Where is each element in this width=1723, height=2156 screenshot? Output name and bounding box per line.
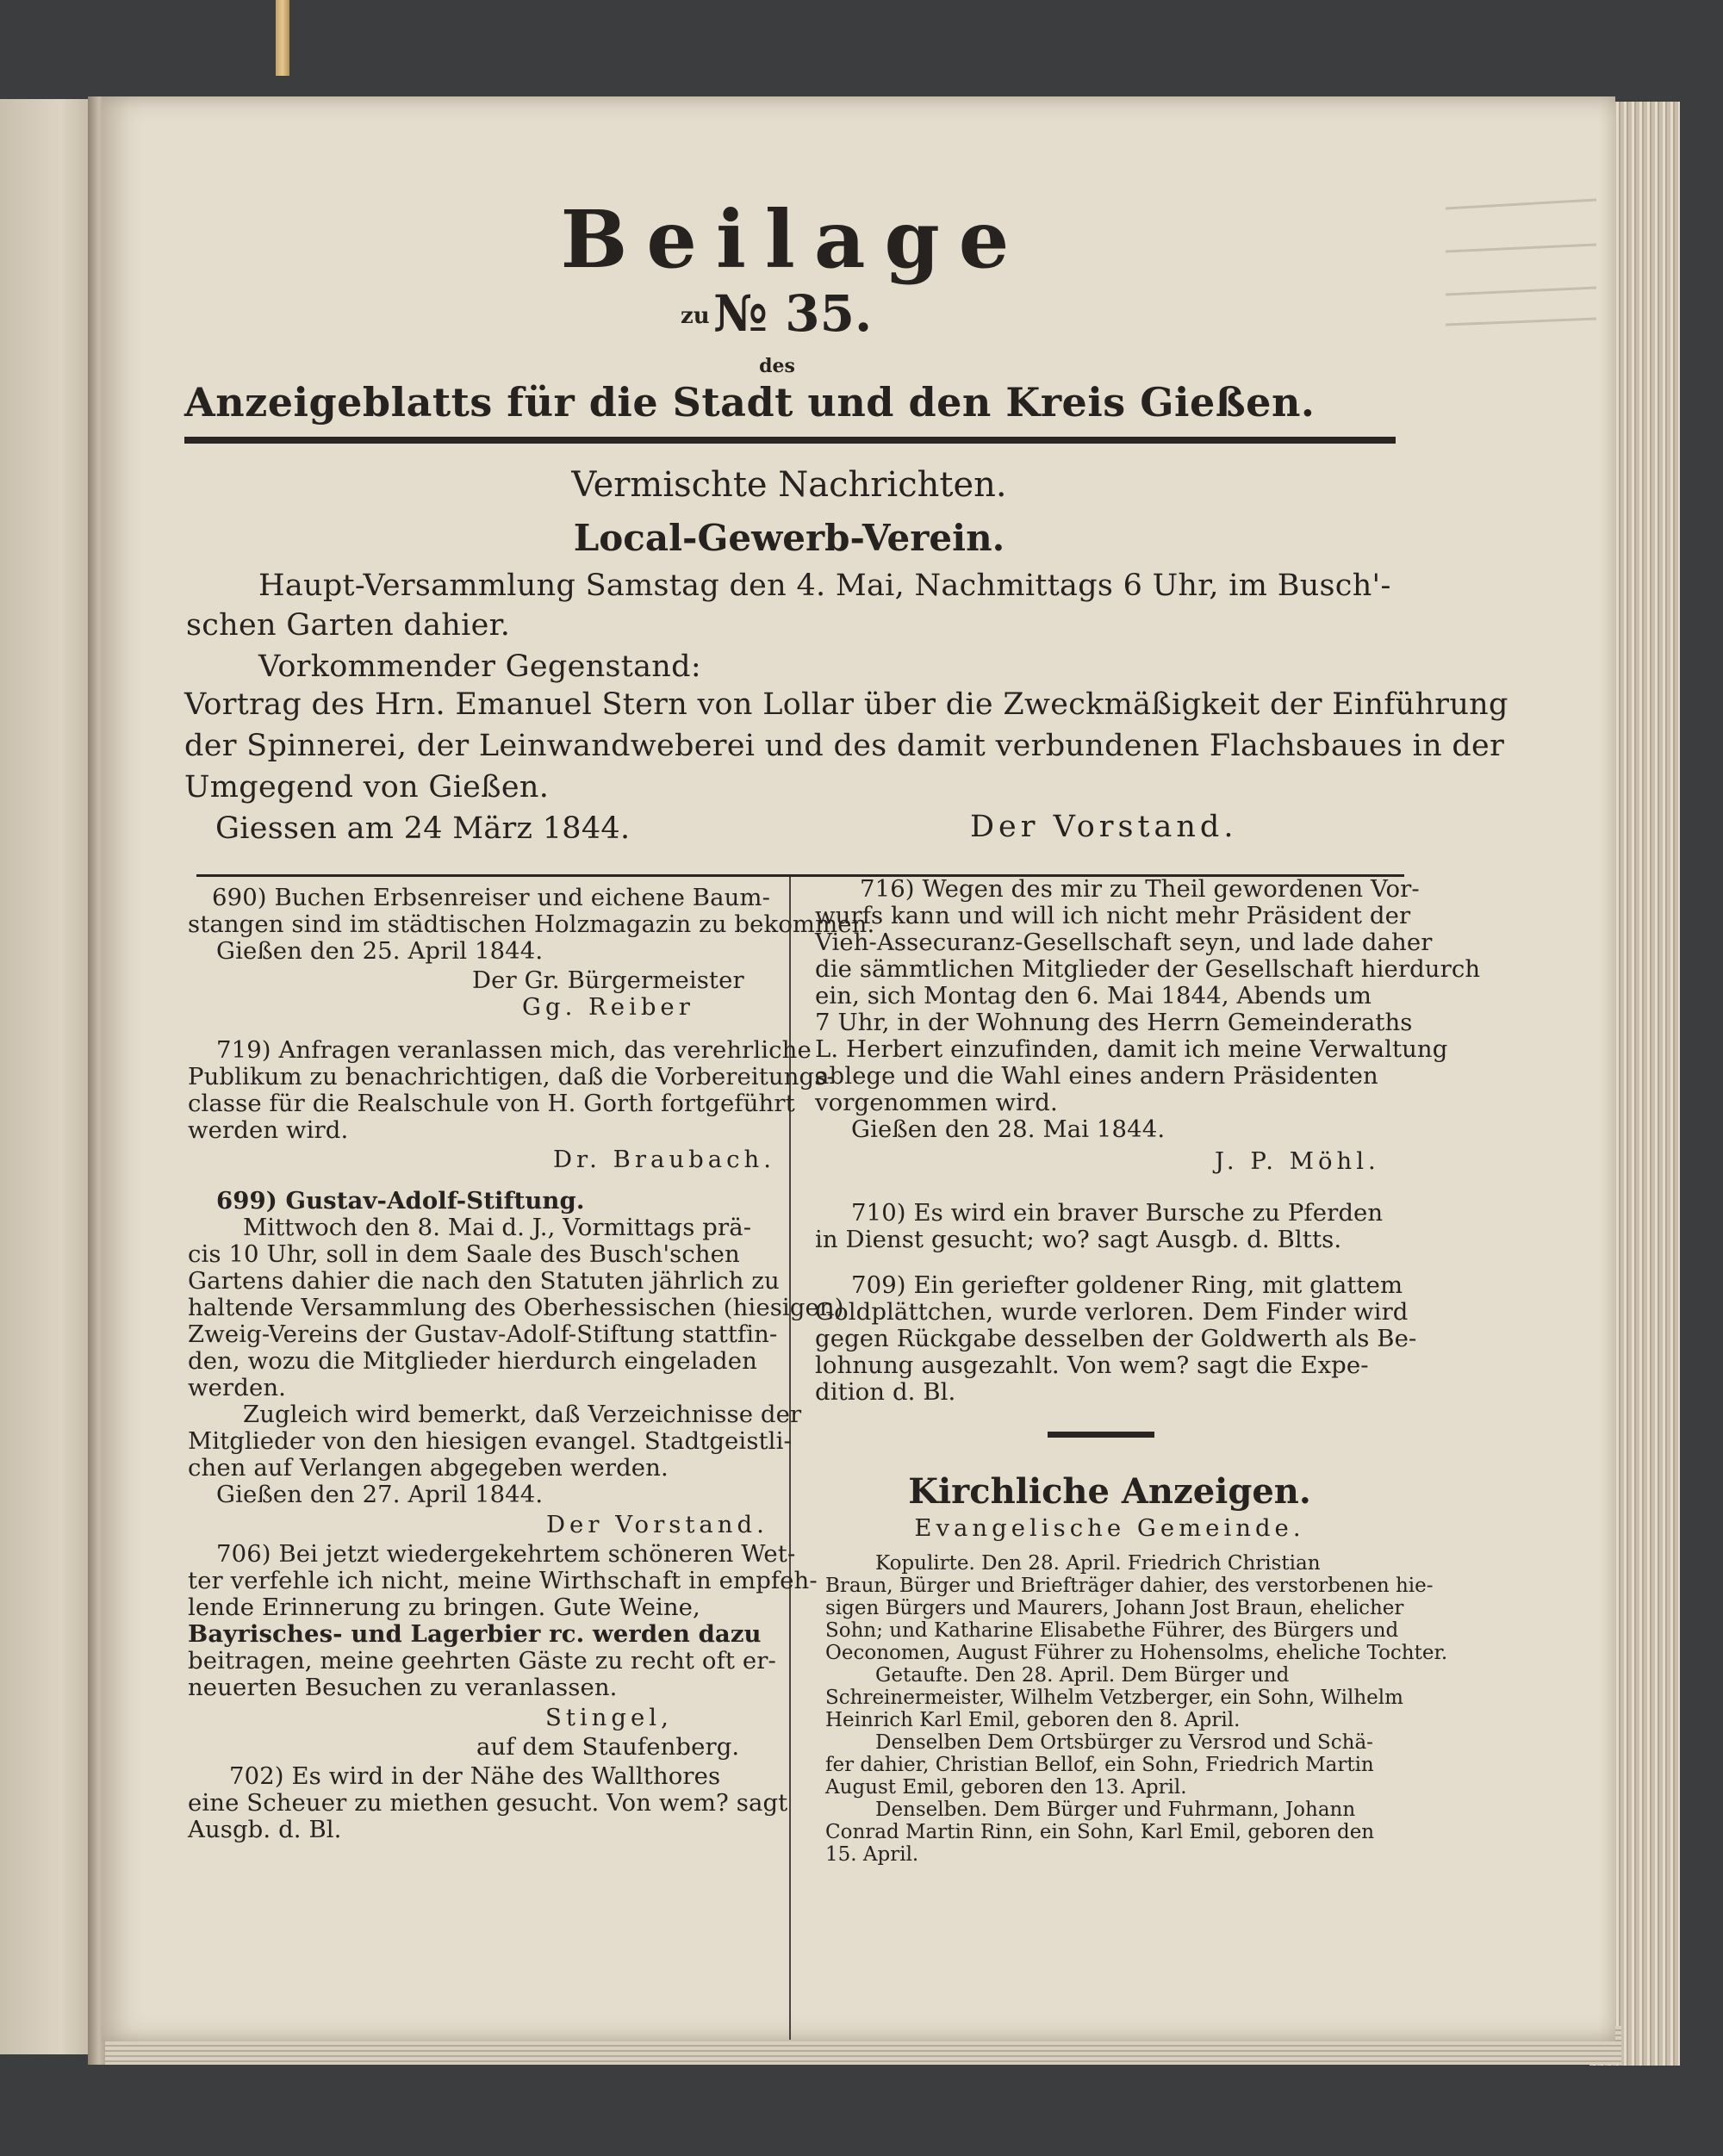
left-line: Gartens dahier die nach den Statuten jährlich zu bbox=[188, 1267, 780, 1295]
left-line: neuerten Besuchen zu veranlassen. bbox=[188, 1674, 618, 1701]
left-line: 719) Anfragen veranlassen mich, das verehrliche bbox=[216, 1036, 812, 1064]
right-line: wurfs kann und will ich nicht mehr Präsident der bbox=[815, 902, 1411, 929]
section-signature: Der Vorstand. bbox=[970, 810, 1238, 844]
supplement-title: Beilage bbox=[560, 193, 1029, 286]
church-line: fer dahier, Christian Bellof, ein Sohn, Friedrich Martin bbox=[825, 1754, 1374, 1776]
left-line: Stingel, bbox=[545, 1704, 673, 1731]
right-line: 709) Ein geriefter goldener Ring, mit glattem bbox=[851, 1271, 1403, 1299]
church-line: 15. April. bbox=[825, 1843, 919, 1866]
left-line: ter verfehle ich nicht, meine Wirthschaft in empfeh- bbox=[188, 1567, 818, 1594]
right-line: 716) Wegen des mir zu Theil gewordenen Vor- bbox=[860, 875, 1420, 903]
church-line: Conrad Martin Rinn, ein Sohn, Karl Emil, geboren den bbox=[825, 1821, 1375, 1843]
left-line: chen auf Verlangen abgegeben werden. bbox=[188, 1454, 669, 1482]
left-line: eine Scheuer zu miethen gesucht. Von wem? sagt bbox=[188, 1789, 788, 1817]
section-place-date: Giessen am 24 März 1844. bbox=[215, 811, 631, 846]
right-line: vorgenommen wird. bbox=[815, 1089, 1058, 1116]
right-line: ablege und die Wahl eines andern Präsidenten bbox=[815, 1062, 1378, 1090]
church-line: Braun, Bürger und Briefträger dahier, des verstorbenen hie- bbox=[825, 1575, 1434, 1597]
left-line: beitragen, meine geehrten Gäste zu recht oft er- bbox=[188, 1647, 776, 1674]
right-line: 7 Uhr, in der Wohnung des Herrn Gemeinderaths bbox=[815, 1009, 1413, 1036]
left-line: Gg. Reiber bbox=[522, 993, 694, 1021]
right-line: ein, sich Montag den 6. Mai 1844, Abends um bbox=[815, 982, 1372, 1010]
masthead-rule bbox=[184, 437, 1396, 444]
church-line: August Emil, geboren den 13. April. bbox=[825, 1776, 1187, 1799]
bookmark-ribbon bbox=[276, 0, 289, 76]
right-line: in Dienst gesucht; wo? sagt Ausgb. d. Bltts. bbox=[815, 1226, 1342, 1253]
left-line: auf dem Staufenberg. bbox=[476, 1733, 740, 1761]
left-line: 706) Bei jetzt wiedergekehrtem schöneren Wet- bbox=[216, 1540, 796, 1568]
left-line: classe für die Realschule von H. Gorth fortgeführt bbox=[188, 1090, 795, 1117]
des-label: des bbox=[759, 355, 795, 377]
section-line-4: Vortrag des Hrn. Emanuel Stern von Lollar über die Zweckmäßigkeit der Einführung bbox=[184, 687, 1508, 722]
right-line: gegen Rückgabe desselben der Goldwerth als Be- bbox=[815, 1325, 1417, 1352]
church-line: Denselben Dem Ortsbürger zu Versrod und Schä- bbox=[875, 1731, 1373, 1754]
left-line: Ausgb. d. Bl. bbox=[188, 1816, 342, 1843]
left-line: lende Erinnerung zu bringen. Gute Weine, bbox=[188, 1594, 700, 1621]
church-subheading: Evangelische Gemeinde. bbox=[914, 1514, 1305, 1542]
zu-label: zu bbox=[681, 303, 710, 329]
church-divider bbox=[1048, 1432, 1154, 1438]
church-line: Sohn; und Katharine Elisabethe Führer, des Bürgers und bbox=[825, 1619, 1399, 1642]
left-line: 702) Es wird in der Nähe des Wallthores bbox=[229, 1762, 721, 1790]
section-line-6: Umgegend von Gießen. bbox=[184, 770, 550, 805]
right-line: L. Herbert einzufinden, damit ich meine Verwaltung bbox=[815, 1035, 1448, 1063]
left-line: cis 10 Uhr, soll in dem Saale des Busch'schen bbox=[188, 1240, 740, 1268]
newspaper-page bbox=[102, 96, 1615, 2041]
section-line-5: der Spinnerei, der Leinwandweberei und des damit verbundenen Flachsbaues in der bbox=[184, 729, 1505, 763]
right-line: J. P. Möhl. bbox=[1215, 1147, 1380, 1175]
verein-heading: Local-Gewerb-Verein. bbox=[573, 517, 1005, 559]
church-line: Getaufte. Den 28. April. Dem Bürger und bbox=[875, 1664, 1290, 1687]
section-line-2: schen Garten dahier. bbox=[186, 608, 511, 643]
left-line: Mitglieder von den hiesigen evangel. Stadtgeistli- bbox=[188, 1427, 792, 1455]
right-line: die sämmtlichen Mitglieder der Gesellschaft hierdurch bbox=[815, 955, 1481, 983]
right-line: Gießen den 28. Mai 1844. bbox=[851, 1115, 1166, 1143]
left-line: stangen sind im städtischen Holzmagazin zu bekommen. bbox=[188, 910, 875, 938]
church-line: Heinrich Karl Emil, geboren den 8. April. bbox=[825, 1709, 1241, 1731]
right-line: Vieh-Assecuranz-Gesellschaft seyn, und lade daher bbox=[815, 929, 1433, 956]
church-line: Kopulirte. Den 28. April. Friedrich Christian bbox=[875, 1552, 1321, 1575]
left-line: den, wozu die Mitglieder hierdurch eingeladen bbox=[188, 1347, 757, 1375]
church-line: Oeconomen, August Führer zu Hohensolms, eheliche Tochter. bbox=[825, 1642, 1448, 1664]
left-line: Bayrisches- und Lagerbier rc. werden dazu bbox=[188, 1620, 762, 1648]
left-line: Dr. Braubach. bbox=[553, 1146, 775, 1173]
section-heading: Vermischte Nachrichten. bbox=[571, 465, 1007, 505]
left-line: werden. bbox=[188, 1374, 286, 1401]
right-line: Goldplättchen, wurde verloren. Dem Finder wird bbox=[815, 1298, 1409, 1326]
issue-number: № 35. bbox=[713, 284, 873, 343]
left-line: werden wird. bbox=[188, 1116, 349, 1144]
right-line: 710) Es wird ein braver Bursche zu Pferden bbox=[851, 1199, 1384, 1227]
bleed-through-text bbox=[1446, 174, 1601, 338]
left-line: Gießen den 27. April 1844. bbox=[216, 1481, 544, 1508]
church-line: sigen Bürgers und Maurers, Johann Jost Braun, ehelicher bbox=[825, 1597, 1404, 1619]
left-line: Mittwoch den 8. Mai d. J., Vormittags prä- bbox=[243, 1214, 752, 1241]
left-line: Der Gr. Bürgermeister bbox=[472, 966, 744, 994]
left-line: Zweig-Vereins der Gustav-Adolf-Stiftung stattfin- bbox=[188, 1320, 778, 1348]
church-line: Schreinermeister, Wilhelm Vetzberger, ein Sohn, Wilhelm bbox=[825, 1687, 1403, 1709]
left-line: 699) Gustav-Adolf-Stiftung. bbox=[216, 1187, 585, 1215]
right-line: lohnung ausgezahlt. Von wem? sagt die Expe- bbox=[815, 1351, 1369, 1379]
section-line-3: Vorkommender Gegenstand: bbox=[258, 649, 701, 684]
church-line: Denselben. Dem Bürger und Fuhrmann, Johann bbox=[875, 1799, 1356, 1821]
left-line: Zugleich wird bemerkt, daß Verzeichnisse der bbox=[243, 1401, 802, 1428]
left-line: 690) Buchen Erbsenreiser und eichene Baum- bbox=[212, 884, 770, 911]
left-line: Der Vorstand. bbox=[546, 1511, 768, 1538]
right-line: dition d. Bl. bbox=[815, 1378, 956, 1406]
left-line: Publikum zu benachrichtigen, daß die Vorbereitungs- bbox=[188, 1063, 835, 1090]
left-line: haltende Versammlung des Oberhessischen (hiesigen) bbox=[188, 1294, 844, 1321]
left-line: Gießen den 25. April 1844. bbox=[216, 937, 544, 965]
publication-name: Anzeigeblatts für die Stadt und den Kreis Gießen. bbox=[184, 379, 1316, 426]
section-line-1: Haupt-Versammlung Samstag den 4. Mai, Nachmittags 6 Uhr, im Busch'- bbox=[258, 569, 1391, 603]
church-heading: Kirchliche Anzeigen. bbox=[908, 1471, 1311, 1512]
